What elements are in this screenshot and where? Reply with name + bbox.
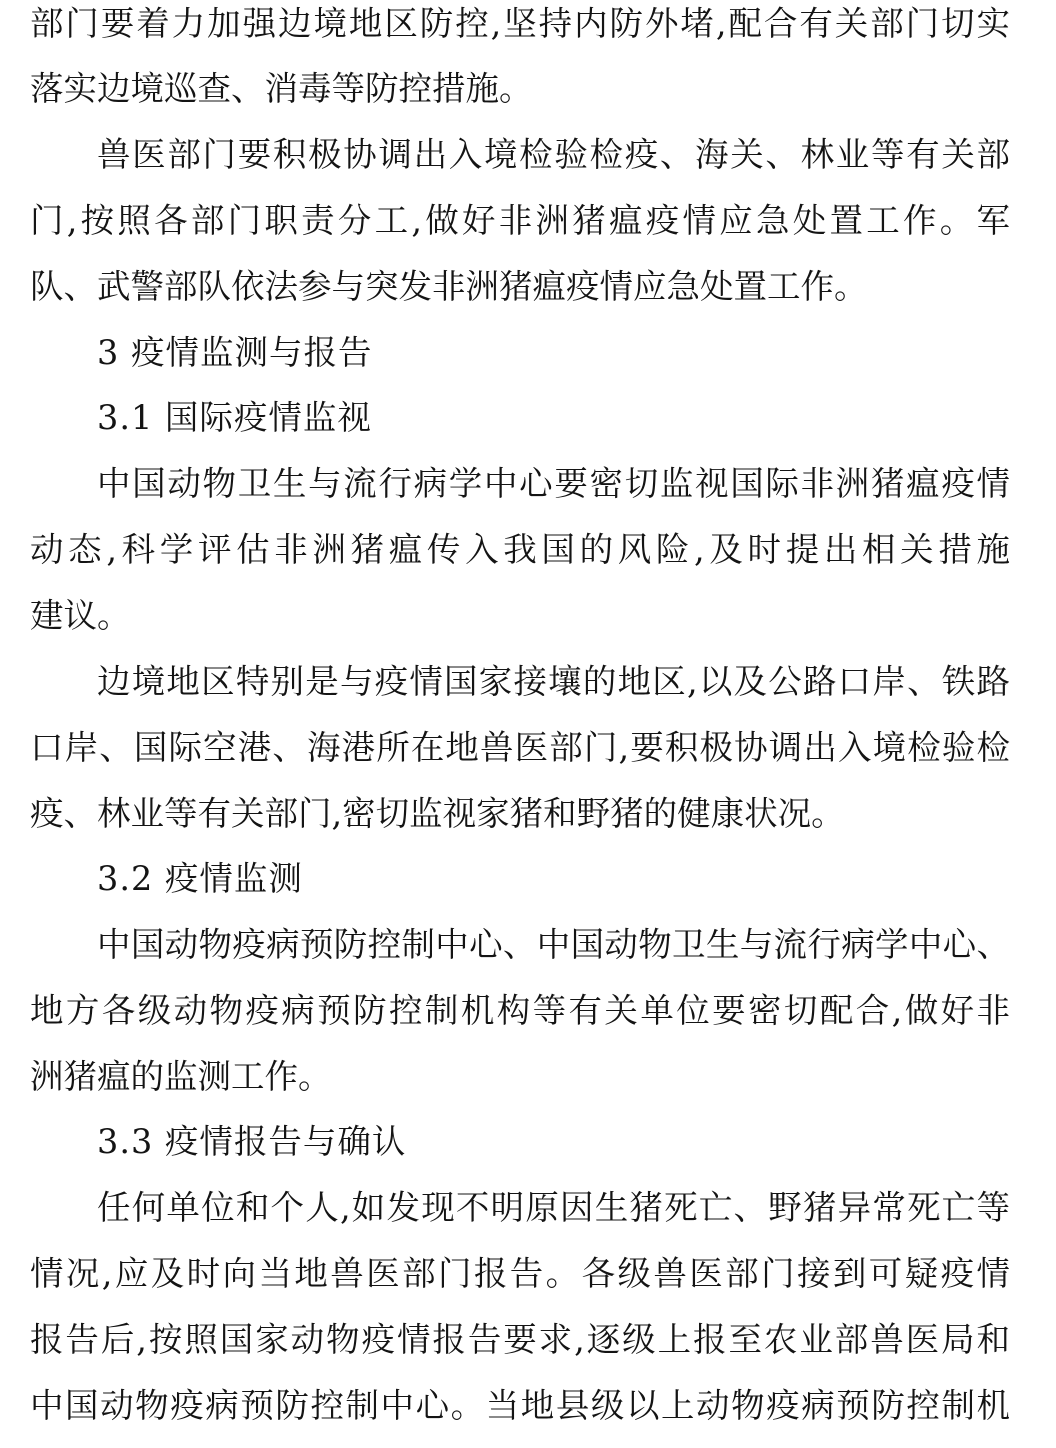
- text-line: 疫、林业等有关部门,密切监视家猪和野猪的健康状况。: [30, 794, 845, 833]
- text-line: 报告后,按照国家动物疫情报告要求,逐级上报至农业部兽医局和: [30, 1320, 1010, 1359]
- text-line: 任何单位和个人,如发现不明原因生猪死亡、野猪异常死亡等: [97, 1188, 1010, 1227]
- text-line: 中国动物疫病预防控制中心。当地县级以上动物疫病预防控制机: [30, 1386, 1010, 1425]
- text-line: 动态,科学评估非洲猪瘟传入我国的风险,及时提出相关措施: [30, 530, 1010, 569]
- text-line: 门,按照各部门职责分工,做好非洲猪瘟疫情应急处置工作。军: [30, 201, 1010, 240]
- text-line: 落实边境巡查、消毒等防控措施。: [30, 69, 533, 108]
- subsection-heading: 3.1 国际疫情监视: [97, 398, 372, 437]
- text-line: 洲猪瘟的监测工作。: [30, 1057, 332, 1096]
- text-line: 兽医部门要积极协调出入境检验检疫、海关、林业等有关部: [97, 135, 1010, 174]
- text-line: 口岸、国际空港、海港所在地兽医部门,要积极协调出入境检验检: [30, 728, 1010, 767]
- text-line: 部门要着力加强边境地区防控,坚持内防外堵,配合有关部门切实: [30, 4, 1010, 43]
- text-line: 中国动物卫生与流行病学中心要密切监视国际非洲猪瘟疫情: [97, 464, 1010, 503]
- section-heading: 3 疫情监测与报告: [97, 333, 373, 372]
- subsection-heading: 3.2 疫情监测: [97, 859, 303, 898]
- text-line: 中国动物疫病预防控制中心、中国动物卫生与流行病学中心、: [97, 925, 1010, 964]
- text-line: 情况,应及时向当地兽医部门报告。各级兽医部门接到可疑疫情: [30, 1254, 1010, 1293]
- subsection-heading: 3.3 疫情报告与确认: [97, 1122, 407, 1161]
- text-line: 建议。: [30, 596, 131, 635]
- text-line: 队、武警部队依法参与突发非洲猪瘟疫情应急处置工作。: [30, 267, 868, 306]
- text-line: 边境地区特别是与疫情国家接壤的地区,以及公路口岸、铁路: [97, 662, 1010, 701]
- text-line: 地方各级动物疫病预防控制机构等有关单位要密切配合,做好非: [30, 991, 1010, 1030]
